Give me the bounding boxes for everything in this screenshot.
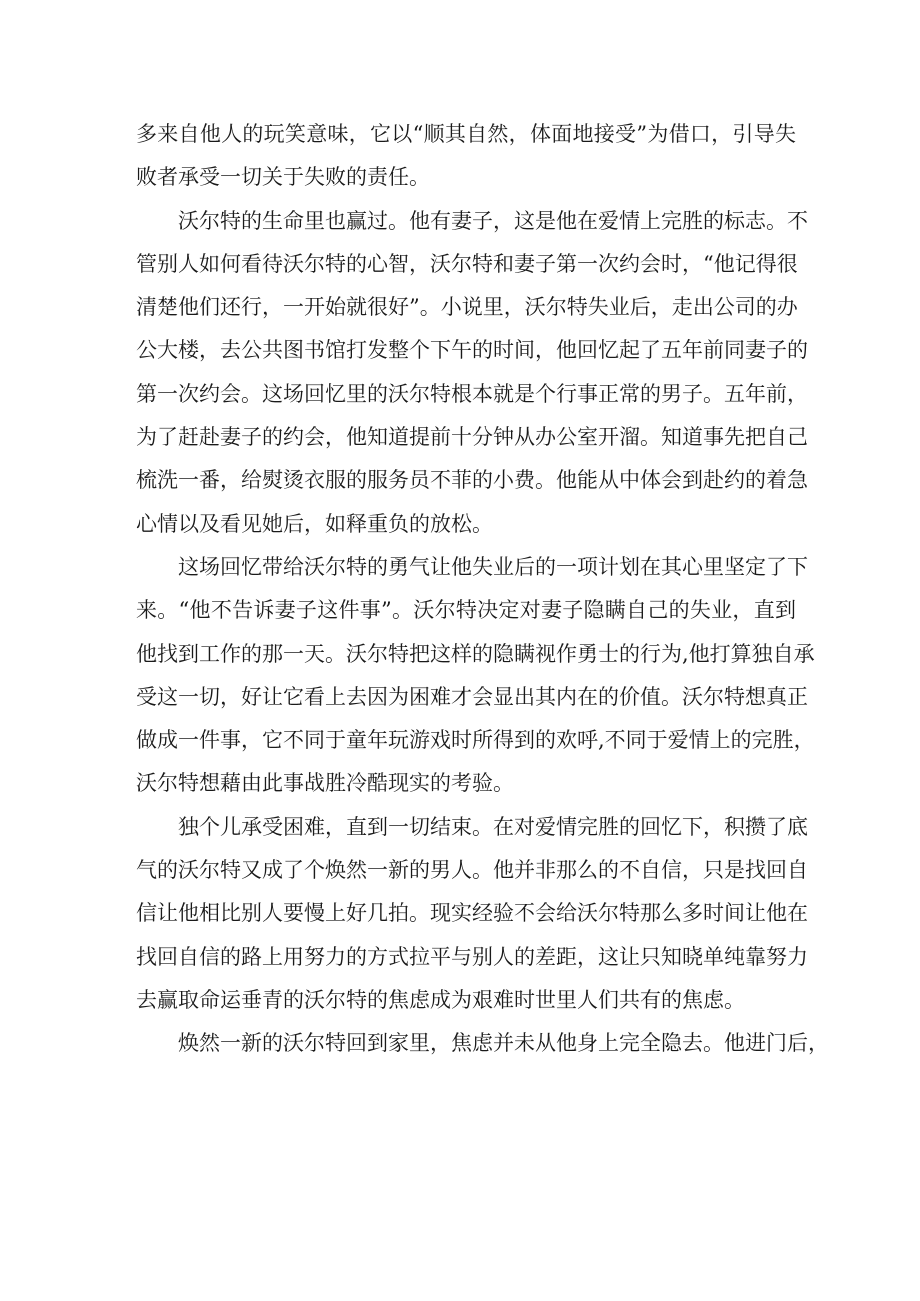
text-line: 清楚他们还行，一开始就很好”。小说里，沃尔特失业后，走出公司的办 — [136, 295, 798, 320]
text-line: 管别人如何看待沃尔特的心智，沃尔特和妻子第一次约会时，“他记得很 — [136, 251, 798, 276]
text-line: 心情以及看见她后，如释重负的放松。 — [136, 511, 493, 536]
text-line: 来。“他不告诉妻子这件事”。沃尔特决定对妻子隐瞒自己的失业，直到 — [136, 598, 796, 623]
paragraph-start-line: 焕然一新的沃尔特回到家里，焦虑并未从他身上完全隐去。他进门后， — [178, 1031, 829, 1056]
text-line: 受这一切，好让它看上去因为困难才会显出其内在的价值。沃尔特想真正 — [136, 684, 808, 709]
text-line: 败者承受一切关于失败的责任。 — [136, 165, 430, 190]
text-line: 去赢取命运垂青的沃尔特的焦虑成为艰难时世里人们共有的焦虑。 — [136, 987, 745, 1012]
body-text — [136, 113, 829, 1066]
text-line: 沃尔特想藉由此事战胜冷酷现实的考验。 — [136, 771, 514, 796]
paragraph-start-line: 这场回忆带给沃尔特的勇气让他失业后的一项计划在其心里坚定了下 — [178, 554, 808, 579]
text-line: 公大楼，去公共图书馆打发整个下午的时间，他回忆起了五年前同妻子的 — [136, 338, 808, 363]
text-line: 找回自信的路上用努力的方式拉平与别人的差距，这让只知晓单纯靠努力 — [136, 944, 808, 969]
text-line: 多来自他人的玩笑意味，它以“顺其自然，体面地接受”为借口，引导失 — [136, 122, 796, 146]
text-line: 第一次约会。这场回忆里的沃尔特根本就是个行事正常的男子。五年前， — [136, 381, 808, 406]
text-line: 梳洗一番，给熨烫衣服的服务员不菲的小费。他能从中体会到赴约的着急 — [136, 468, 808, 493]
text-line: 信让他相比别人要慢上好几拍。现实经验不会给沃尔特那么多时间让他在 — [136, 901, 808, 926]
text-line: 做成一件事，它不同于童年玩游戏时所得到的欢呼,不同于爱情上的完胜， — [136, 728, 815, 753]
text-line: 气的沃尔特又成了个焕然一新的男人。他并非那么的不自信，只是找回自 — [136, 858, 808, 883]
paragraph-start-line: 独个儿承受困难，直到一切结束。在对爱情完胜的回忆下，积攒了底 — [178, 814, 808, 839]
paragraph-start-line: 沃尔特的生命里也赢过。他有妻子，这是他在爱情上完胜的标志。不 — [178, 208, 808, 233]
text-line: 他找到工作的那一天。沃尔特把这样的隐瞒视作勇士的行为,他打算独自承 — [136, 641, 815, 666]
text-line: 为了赶赴妻子的约会，他知道提前十分钟从办公室开溜。知道事先把自己 — [136, 425, 808, 450]
